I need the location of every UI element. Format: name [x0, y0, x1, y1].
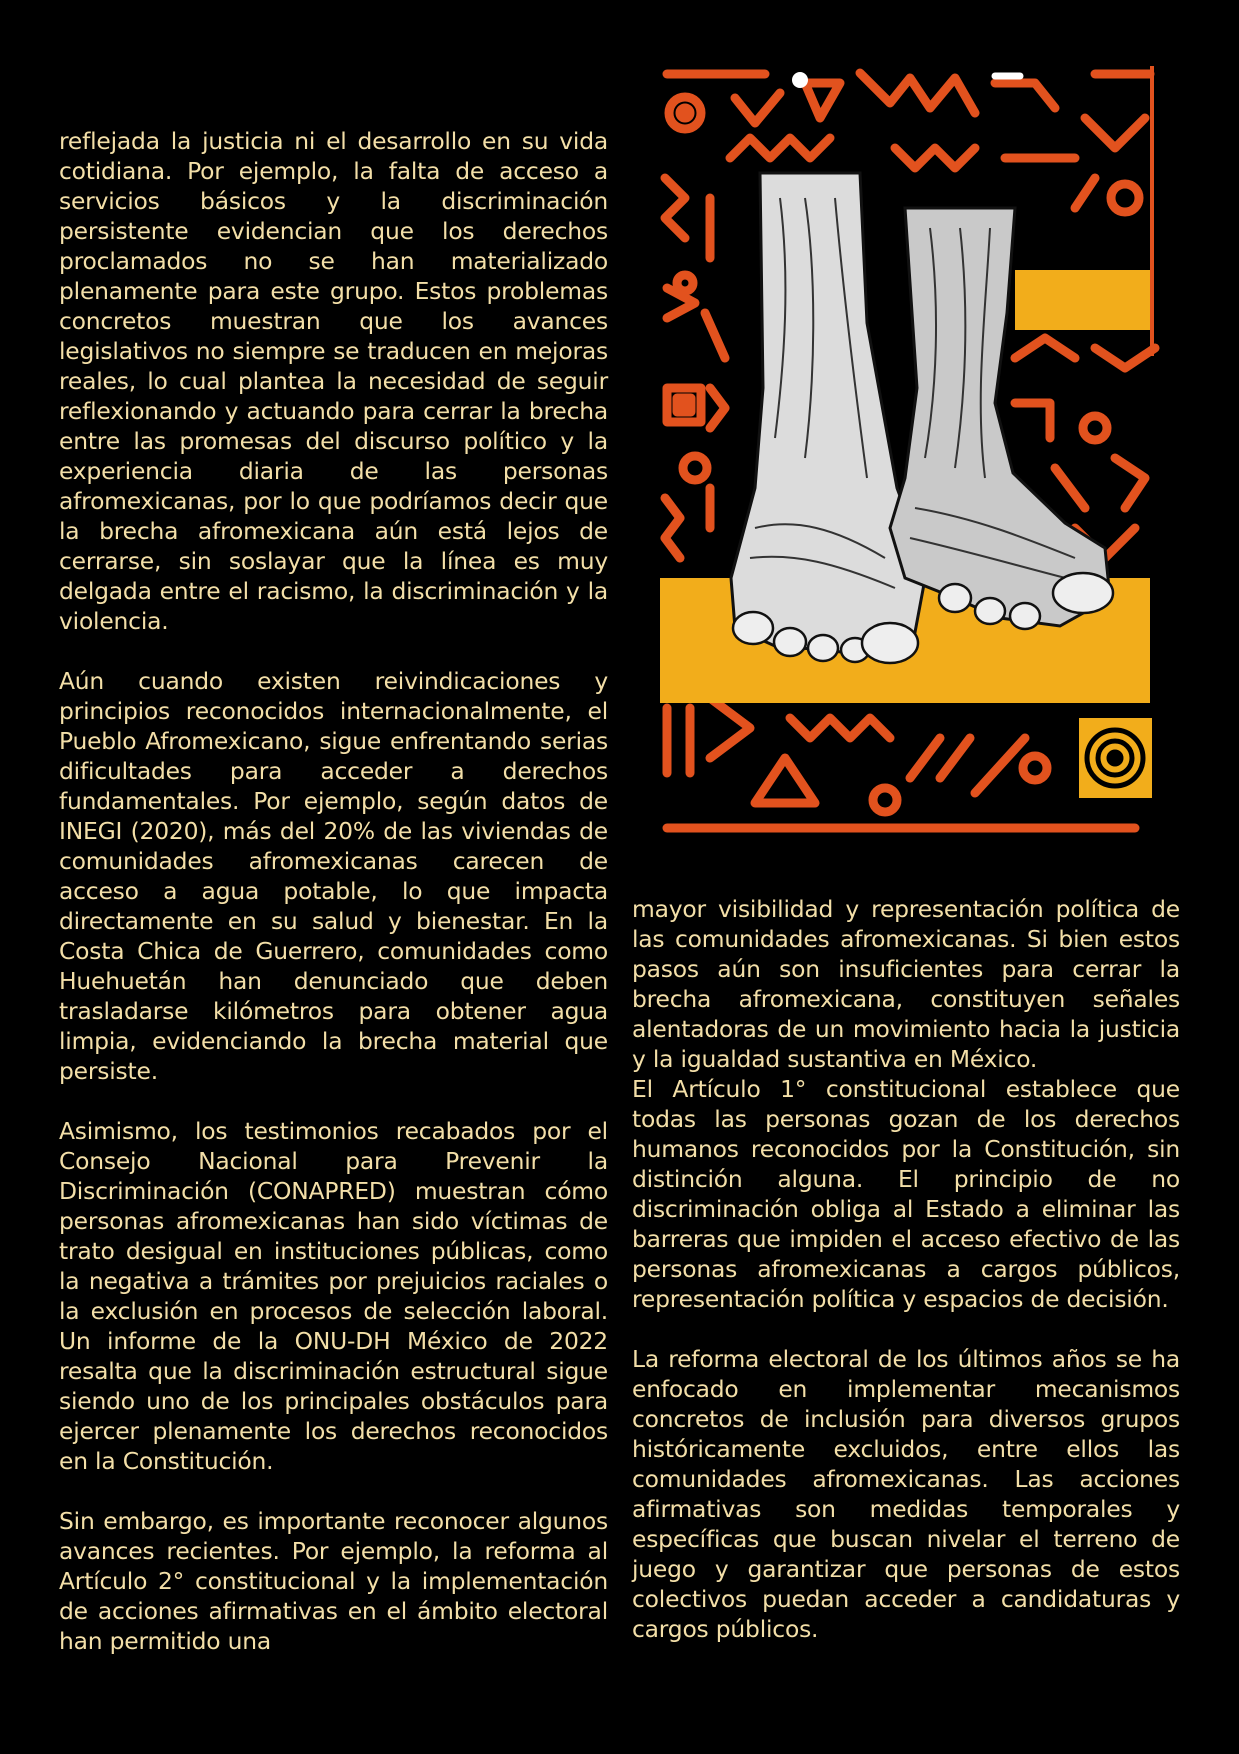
- body-paragraph: Asimismo, los testimonios recabados por el Consejo Nacional para Prevenir la Discriminación (CONAPRED) muestran cómo personas afromexicanas han sido víctimas de trato desigual en instituciones públicas, como la negativa a trámites por prejuicios raciales o la exclusión en procesos de selección laboral. Un informe de la ONU-DH México de 2022 resalta que la discriminación estructural sigue siendo uno de los principales obstáculos para ejercer plenamente los derechos reconocidos en la Constitución.: [59, 1117, 608, 1475]
- body-paragraph: reflejada la justicia ni el desarrollo en su vida cotidiana. Por ejemplo, la falta de acceso a servicios básicos y la discriminación persistente evidencian que los derechos proclamados no se han materializado plenamente para este grupo. Estos problemas concretos muestran que los avances legislativos no siempre se traducen en mejoras reales, lo cual plantea la necesidad de seguir reflexionando y actuando para cerrar la brecha entre las promesas del discurso político y la experiencia diaria de las personas afromexicanas, por lo que podríamos decir que la brecha afromexicana aún está lejos de cerrarse, sin soslayar que la línea es muy delgada entre el racismo, la discriminación y la violencia.: [59, 127, 608, 635]
- body-paragraph: Aún cuando existen reivindicaciones y principios reconocidos internacionalmente, el Pueblo Afromexicano, sigue enfrentando serias dificultades para acceder a derechos fundamentales. Por ejemplo, según datos de INEGI (2020), más del 20% de las viviendas de comunidades afromexicanas carecen de acceso a agua potable, lo que impacta directamente en su salud y bienestar. En la Costa Chica de Guerrero, comunidades como Huehuetán han denunciado que deben trasladarse kilómetros para obtener agua limpia, evidenciando la brecha material que persiste.: [59, 667, 608, 1085]
- bare-feet-illustration-icon: [655, 58, 1163, 840]
- body-paragraph: mayor visibilidad y representación política de las comunidades afromexicanas. Si bien estos pasos aún son insuficientes para cerrar la brecha afromexicana, constituyen señales alentadoras de un movimiento hacia la justicia y la igualdad sustantiva en México.: [632, 895, 1180, 1073]
- body-paragraph: La reforma electoral de los últimos años se ha enfocado en implementar mecanismos concretos de inclusión para diversos grupos históricamente excluidos, entre ellos las comunidades afromexicanas. Las acciones afirmativas son medidas temporales y específicas que buscan nivelar el terreno de juego y garantizar que personas de estos colectivos puedan acceder a candidaturas y cargos públicos.: [632, 1345, 1180, 1643]
- left-text-column: [59, 126, 608, 1686]
- right-text-column: [632, 894, 1180, 1674]
- body-paragraph: El Artículo 1° constitucional establece que todas las personas gozan de los derechos humanos reconocidos por la Constitución, sin distinción alguna. El principio de no discriminación obliga al Estado a eliminar las barreras que impiden el acceso efectivo de las personas afromexicanas a cargos públicos, representación política y espacios de decisión.: [632, 1075, 1180, 1313]
- body-paragraph: Sin embargo, es importante reconocer algunos avances recientes. Por ejemplo, la reforma al Artículo 2° constitucional y la implementación de acciones afirmativas en el ámbito electoral han permitido una: [59, 1507, 608, 1655]
